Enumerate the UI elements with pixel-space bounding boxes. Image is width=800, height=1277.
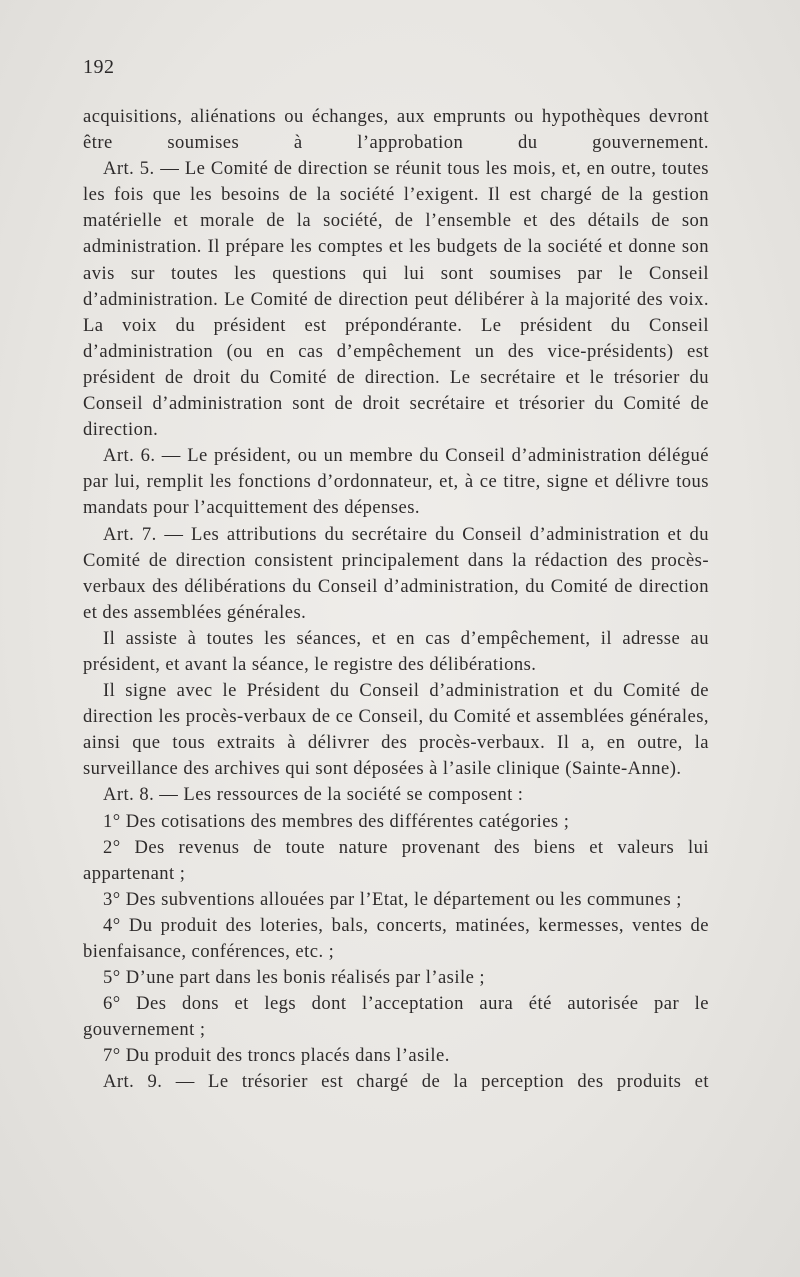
paragraph-art-5: Art. 5. — Le Comité de direction se réunit tous les mois, et, en outre, toutes les fois que les besoins de la société l’exigent. Il est chargé de la gestion matérielle et morale de la société, de l’ensemble et des détails de son administration. Il prépare les comptes et les budgets de la société et donne son avis sur toutes les questions qui lui sont soumises par le Conseil d’administration. Le Comité de direction peut délibérer à la majorité des voix. La voix du président est prépondérante. Le président du Conseil d’administration (ou en cas d’empêchement un des vice-présidents) est président de droit du Comité de direction. Le secrétaire et le trésorier du Conseil d’administration sont de droit secrétaire et trésorier du Comité de direction. <box>83 158 709 441</box>
list-item-resource-1: 1° Des cotisations des membres des différentes catégories ; <box>103 810 570 832</box>
paragraph-secretary-duties: Il assiste à toutes les séances, et en cas d’empêchement, il adresse au président, et avant la séance, le registre des délibérations. <box>83 627 709 675</box>
paragraph-art-6: Art. 6. — Le président, ou un membre du Conseil d’administration délégué par lui, remplit les fonctions d’ordonnateur, et, à ce titre, signe et délivre tous mandats pour l’acquittement des dépenses. <box>83 445 709 519</box>
paragraph-secretary-signature: Il signe avec le Président du Conseil d’administration et du Comité de direction les procès-verbaux de ce Conseil, du Comité et assemblées générales, ainsi que tous extraits à délivrer des procès-verbaux. Il a, en outre, la surveillance des archives qui sont déposées à l’asile clinique (Sainte-Anne). <box>83 680 709 780</box>
body-text <box>83 104 709 1096</box>
list-item-resource-4: 4° Du produit des loteries, bals, concerts, matinées, kermesses, ventes de bienfaisance, conférences, etc. ; <box>83 914 709 962</box>
list-item-resource-2: 2° Des revenus de toute nature provenant des biens et valeurs lui appartenant ; <box>83 836 709 884</box>
list-item-resource-5: 5° D’une part dans les bonis réalisés par l’asile ; <box>103 967 486 989</box>
paragraph-continuation: acquisitions, aliénations ou échanges, aux emprunts ou hypothèques devront être soumises à l’approbation du gouvernement. <box>83 106 709 154</box>
paragraph-art-7: Art. 7. — Les attributions du secrétaire du Conseil d’administration et du Comité de direction consistent principalement dans la rédaction des procès-verbaux des délibérations du Conseil d’administration, du Comité de direction et des assemblées générales. <box>83 523 709 623</box>
list-item-resource-7: 7° Du produit des troncs placés dans l’asile. <box>103 1045 450 1067</box>
paragraph-art-8: Art. 8. — Les ressources de la société se composent : <box>103 784 524 806</box>
paragraph-art-9: Art. 9. — Le trésorier est chargé de la perception des produits et <box>103 1071 709 1093</box>
page-number: 192 <box>83 56 115 78</box>
list-item-resource-6: 6° Des dons et legs dont l’acceptation aura été autorisée par le gouvernement ; <box>83 993 709 1041</box>
list-item-resource-3: 3° Des subventions allouées par l’Etat, le département ou les communes ; <box>103 888 682 910</box>
